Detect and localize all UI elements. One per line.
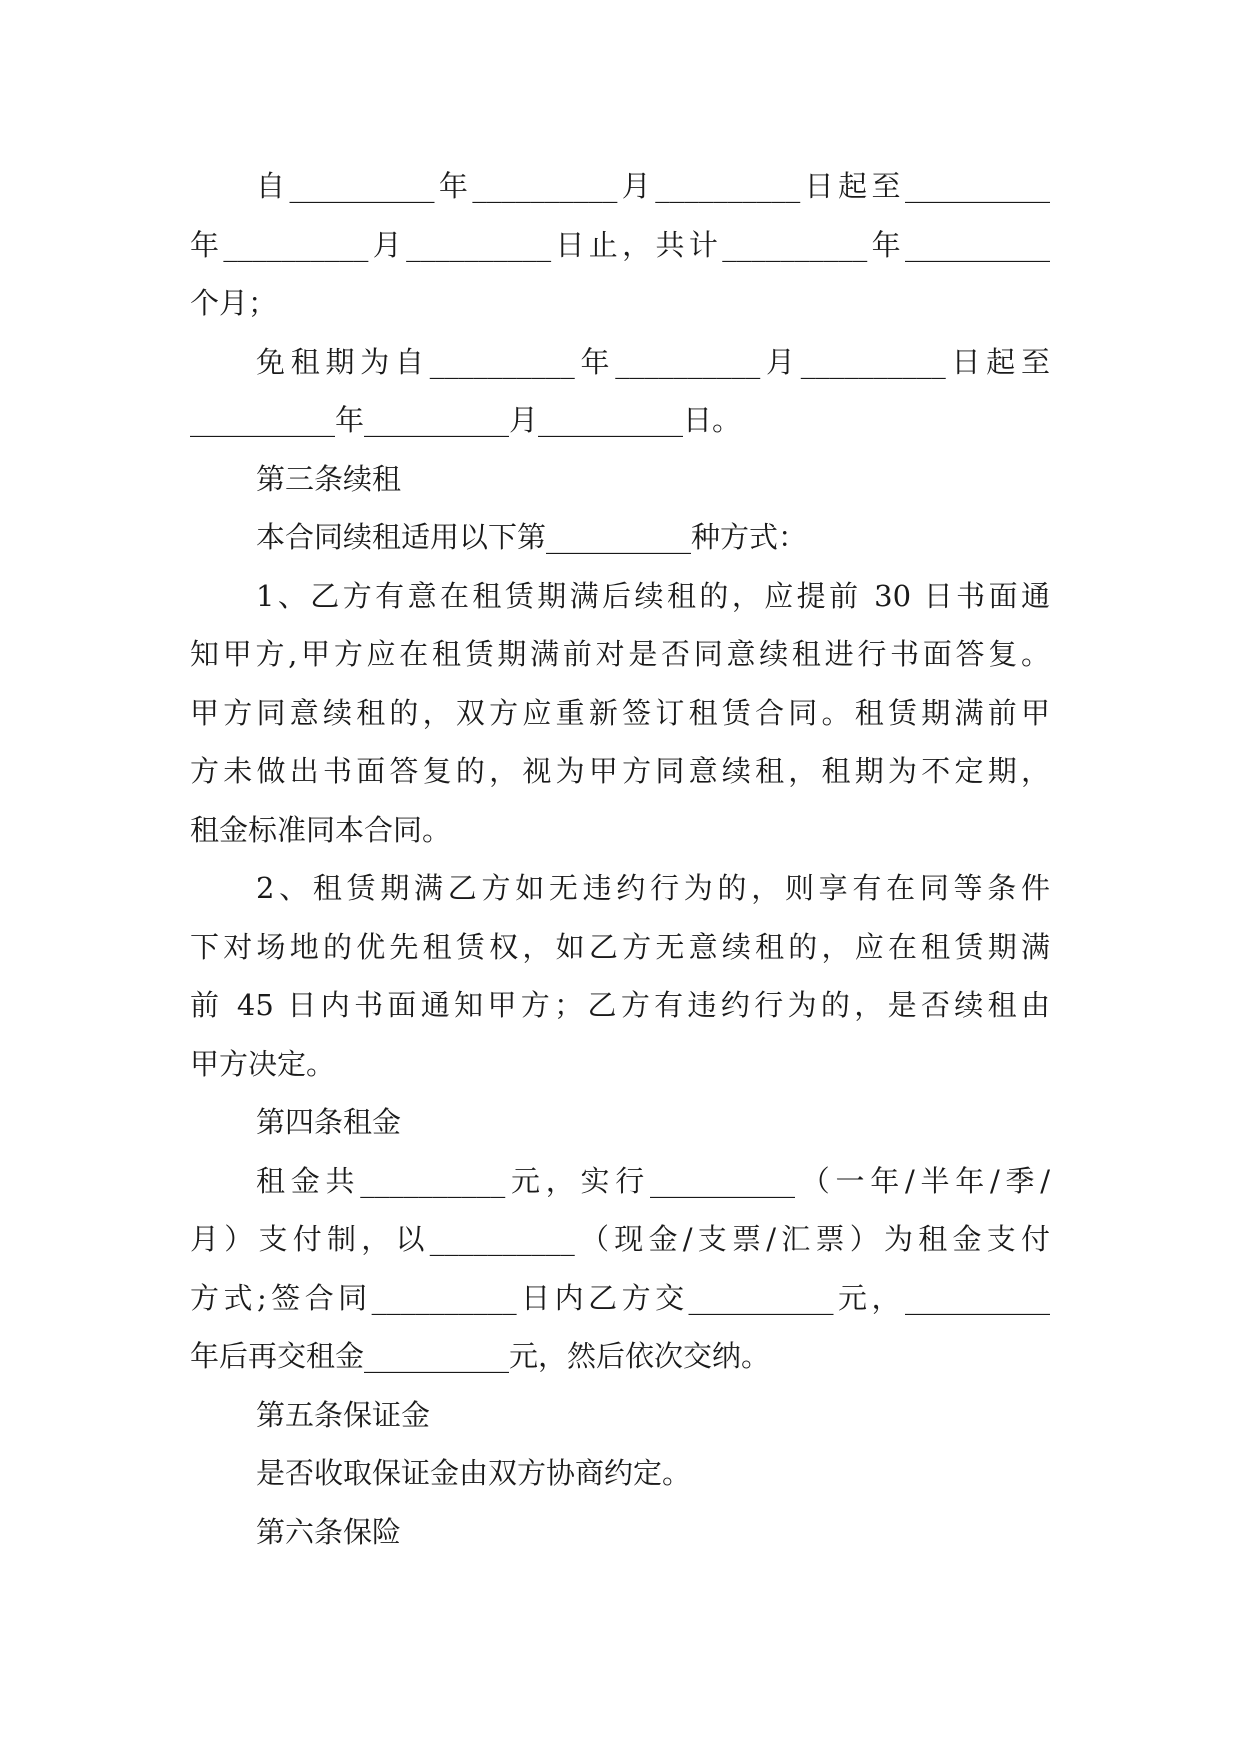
section-heading: 第六条保险 (256, 1514, 402, 1549)
section-heading: 第五条保证金 (256, 1397, 431, 1432)
section-heading: 第三条续租 (256, 461, 402, 496)
text-line: 免租期为自__________年__________月__________日起至 (256, 344, 1050, 379)
text-line: 方式;签合同__________日内乙方交__________元，__________ (190, 1280, 1050, 1315)
text-line: 下对场地的优先租赁权，如乙方无意续租的，应在租赁期满 (190, 929, 1050, 964)
text-line: 年后再交租金__________元，然后依次交纳。 (190, 1339, 771, 1373)
section-heading: 第四条租金 (256, 1105, 402, 1139)
text-line: 方未做出书面答复的，视为甲方同意续租，租期为不定期， (190, 754, 1050, 788)
text-line: 本合同续租适用以下第__________种方式： (256, 520, 808, 554)
text-line: 租金标准同本合同。 (190, 812, 452, 847)
text-line: 自__________年__________月__________日起至__________ (256, 169, 1050, 203)
text-line: 月）支付制，以__________（现金/支票/汇票）为租金支付 (190, 1222, 1050, 1256)
text-line: 甲方同意续租的，双方应重新签订租赁合同。租赁期满前甲 (190, 695, 1050, 730)
text-line: 甲方决定。 (190, 1046, 336, 1081)
text-line: 年__________月__________日止，共计__________年__________ (190, 227, 1050, 262)
text-line: 前 45 日内书面通知甲方；乙方有违约行为的，是否续租由 (190, 988, 1050, 1022)
text-line: 是否收取保证金由双方协商约定。 (256, 1456, 692, 1490)
text-line: 个月； (190, 286, 278, 320)
document-body (190, 157, 1050, 1561)
text-line: __________年__________月__________日。 (190, 403, 742, 437)
text-line: 2、租赁期满乙方如无违约行为的，则享有在同等条件 (256, 871, 1050, 905)
text-line: 租金共__________元，实行__________（一年/半年/季/ (256, 1163, 1050, 1198)
text-line: 知甲方,甲方应在租赁期满前对是否同意续租进行书面答复。 (190, 637, 1050, 671)
text-line: 1、乙方有意在租赁期满后续租的，应提前 30 日书面通 (256, 578, 1050, 613)
